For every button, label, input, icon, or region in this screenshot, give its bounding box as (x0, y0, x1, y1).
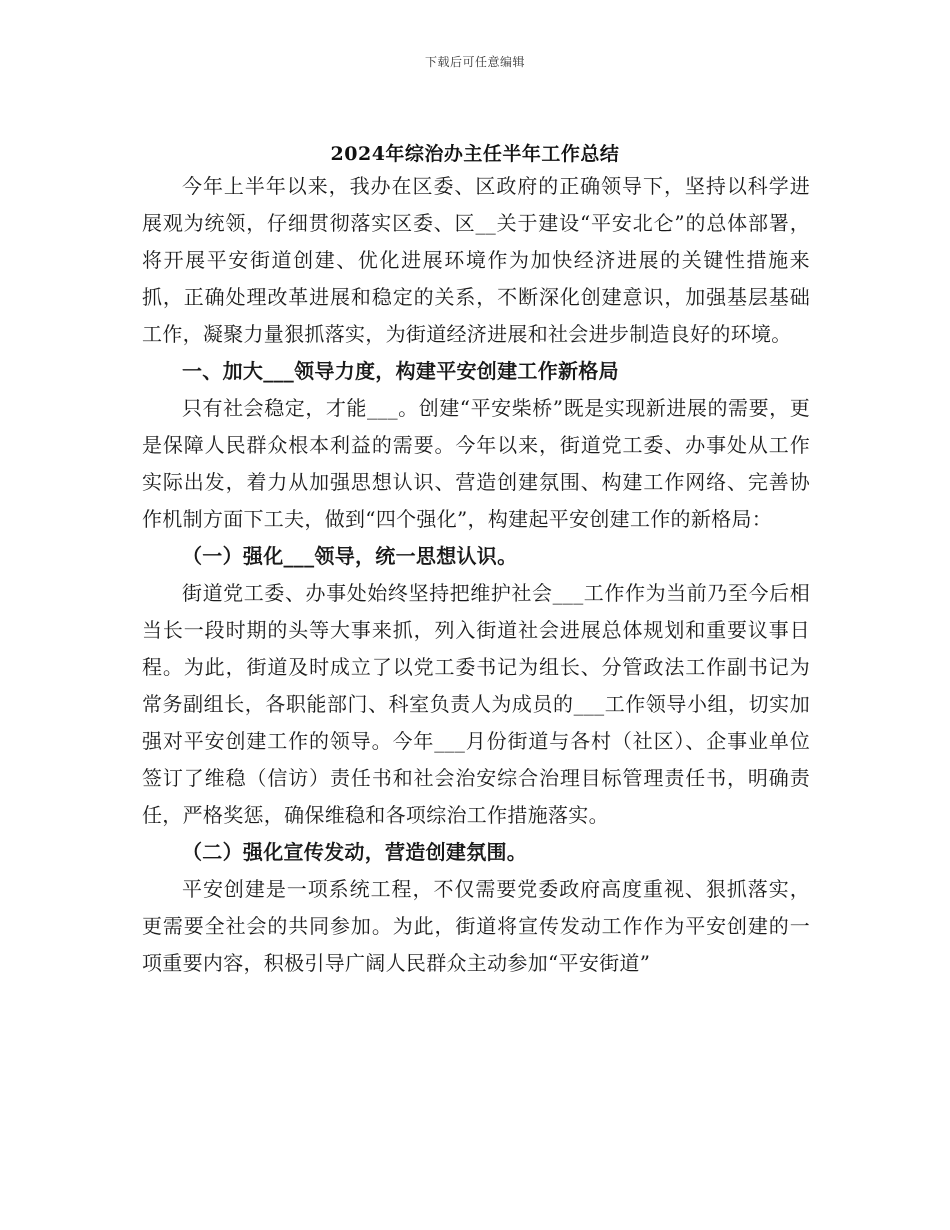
subsection-1-heading: （一）强化___领导，统一思想认识。 (182, 544, 518, 568)
subsection-1-paragraph: 街道党工委、办事处始终坚持把维护社会___工作作为当前乃至今后相当长一段时期的头等大事来抓，列入街道社会进展总体规划和重要议事日程。为此，街道及时成立了以党工委书记为组长、分管政法工作副书记为常务副组长，各职能部门、科室负责人为成员的___工作领导小组，切实加强对平安创建工作的领导。今年___月份街道与各村（社区）、企事业单位签订了维稳（信访）责任书和社会治安综合治理目标管理责任书，明确责任，严格奖惩，确保维稳和各项综治工作措施落实。 (142, 581, 810, 827)
section-1-paragraph: 只有社会稳定，才能___。创建“平安柴桥”既是实现新进展的需要，更是保障人民群众根本利益的需要。今年以来，街道党工委、办事处从工作实际出发，着力从加强思想认识、营造创建氛围、构建工作网络、完善协作机制方面下工夫，做到“四个强化”，构建起平安创建工作的新格局： (142, 396, 810, 531)
document-body (142, 168, 810, 982)
subsection-2-heading: （二）强化宣传发动，营造创建氛围。 (182, 840, 528, 864)
page-header-note: 下载后可任意编辑 (424, 55, 525, 69)
subsection-2-paragraph: 平安创建是一项系统工程，不仅需要党委政府高度重视、狠抓落实，更需要全社会的共同参加。为此，街道将宣传发动工作作为平安创建的一项重要内容，积极引导广阔人民群众主动参加“平安街道” (142, 877, 810, 975)
section-1-heading: 一、加大___领导力度，构建平安创建工作新格局 (182, 359, 619, 383)
document-title: 2024年综治办主任半年工作总结 (330, 142, 620, 165)
intro-paragraph: 今年上半年以来，我办在区委、区政府的正确领导下，坚持以科学进展观为统领，仔细贯彻落实区委、区__关于建设“平安北仑”的总体部署，将开展平安街道创建、优化进展环境作为加快经济进展的关键性措施来抓，正确处理改革进展和稳定的关系，不断深化创建意识，加强基层基础工作，凝聚力量狠抓落实，为街道经济进展和社会进步制造良好的环境。 (142, 174, 810, 346)
